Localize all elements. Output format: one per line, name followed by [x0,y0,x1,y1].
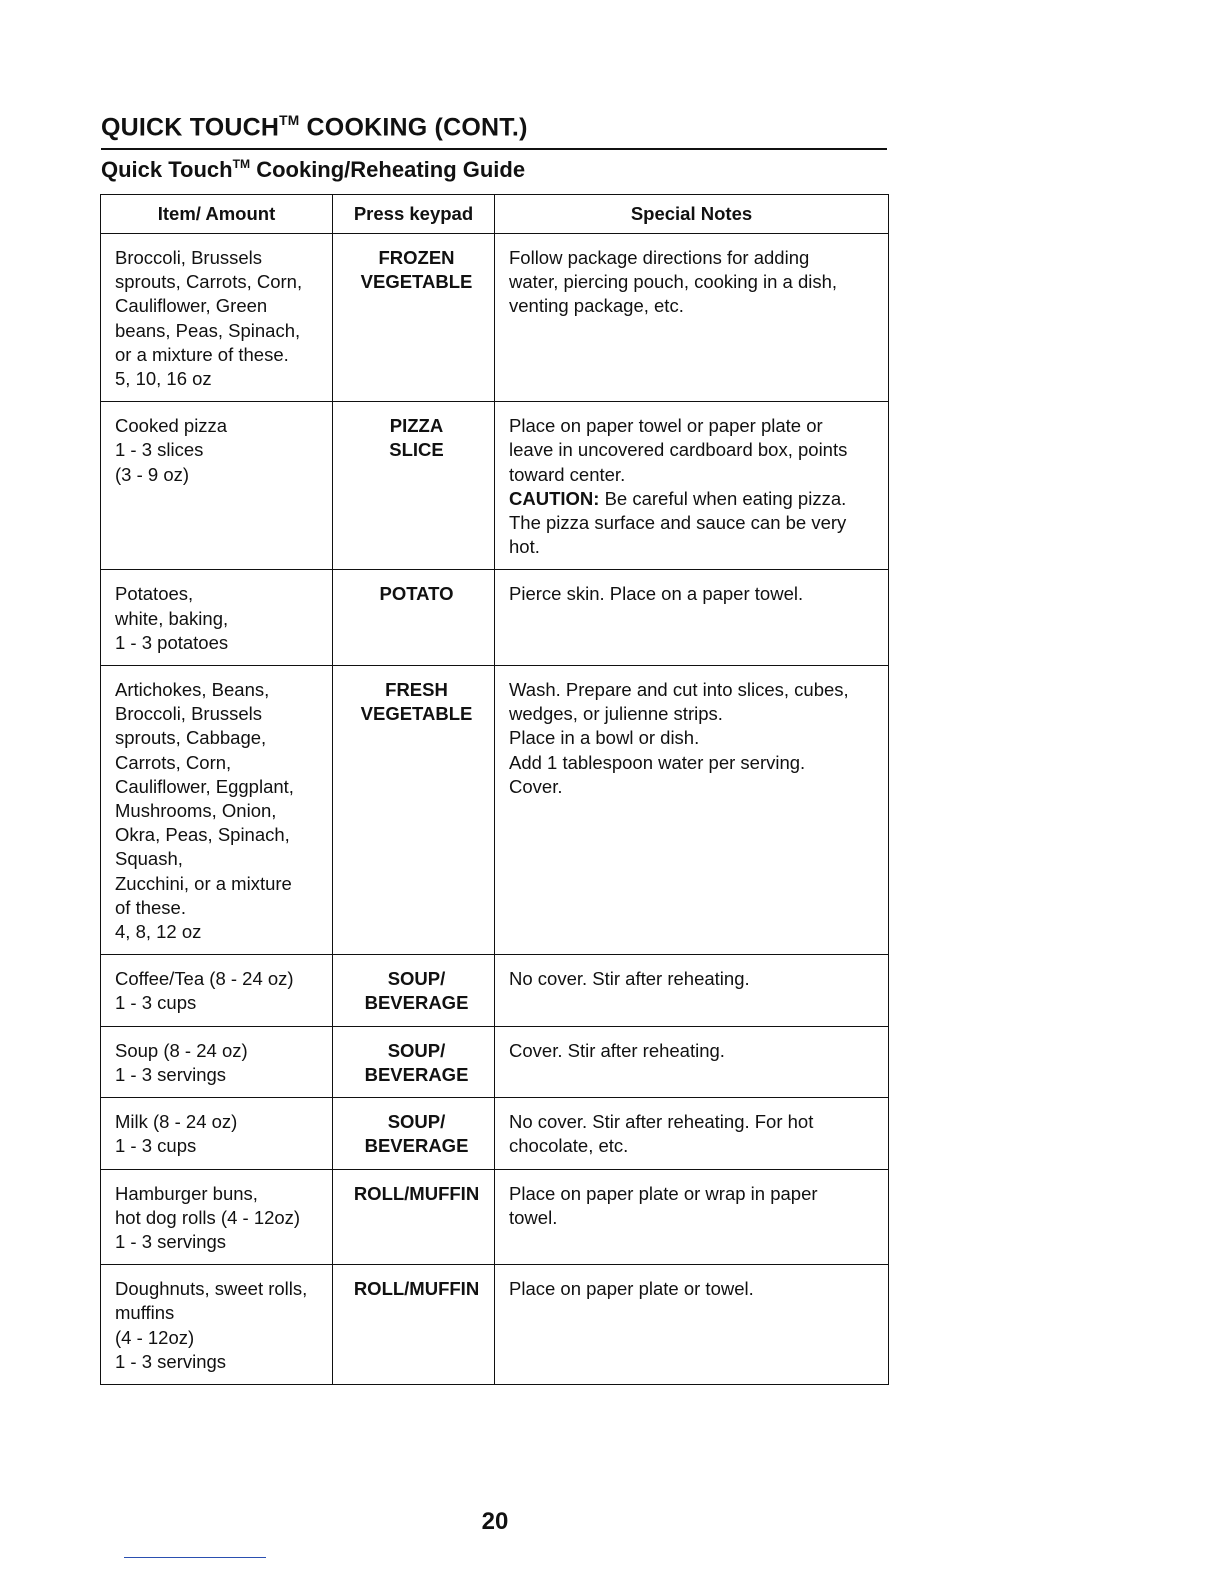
keypad-cell: PIZZA SLICE [333,402,495,570]
keypad-cell: FRESH VEGETABLE [333,666,495,955]
header-item-amount: Item/ Amount [101,195,333,234]
section-title-text: QUICK TOUCH [101,113,280,142]
item-amount-cell: Broccoli, Brussels sprouts, Carrots, Corn, Cauliflower, Green beans, Peas, Spinach, or a mixture of these. 5, 10, 16 oz [101,234,333,402]
item-amount-cell: Milk (8 - 24 oz) 1 - 3 cups [101,1098,333,1169]
page-number: 20 [481,1508,509,1535]
item-amount-cell: Soup (8 - 24 oz) 1 - 3 servings [101,1026,333,1097]
guide-title-text: Quick Touch [101,157,233,183]
table-row [101,1098,889,1169]
table-row [101,1169,889,1265]
keypad-cell: ROLL/MUFFIN [333,1169,495,1265]
table-row [101,666,889,955]
table-row [101,570,889,666]
notes-text: Follow package directions for adding water, piercing pouch, cooking in a dish, venting package, etc. [509,247,838,317]
table-row [101,402,889,570]
notes-cell [495,570,889,666]
item-amount-cell: Potatoes, white, baking, 1 - 3 potatoes [101,570,333,666]
table-row [101,1265,889,1385]
notes-text: Cover. Stir after reheating. [509,1039,725,1061]
notes-text: Wash. Prepare and cut into slices, cubes, wedges, or julienne strips. Place in a bowl or dish. Add 1 tablespoon water per serving. Cover. [509,679,849,797]
notes-cell [495,402,889,570]
item-amount-cell: Hamburger buns, hot dog rolls (4 - 12oz) 1 - 3 servings [101,1169,333,1265]
item-amount-cell: Doughnuts, sweet rolls, muffins (4 - 12oz) 1 - 3 servings [101,1265,333,1385]
notes-cell [495,1026,889,1097]
footer-divider [124,1557,266,1558]
keypad-cell: ROLL/MUFFIN [333,1265,495,1385]
keypad-cell: SOUP/ BEVERAGE [333,1098,495,1169]
keypad-cell: SOUP/ BEVERAGE [333,1026,495,1097]
notes-text: No cover. Stir after reheating. For hot chocolate, etc. [509,1111,814,1157]
table-row [101,1026,889,1097]
notes-cell [495,1265,889,1385]
guide-title-tm: TM [232,157,251,171]
item-amount-cell: Coffee/Tea (8 - 24 oz) 1 - 3 cups [101,955,333,1026]
notes-cell [495,1169,889,1265]
table-row [101,234,889,402]
item-amount-cell: Cooked pizza 1 - 3 slices (3 - 9 oz) [101,402,333,570]
item-amount-cell: Artichokes, Beans, Broccoli, Brussels sprouts, Cabbage, Carrots, Corn, Cauliflower, Eggplant, Mushrooms, Onion, Okra, Peas, Spinach, Squash, Zucchini, or a mixture of these. 4, 8, 12 oz [101,666,333,955]
guide-title-suffix: Cooking/Reheating Guide [250,157,526,183]
cooking-guide-table [100,194,889,1385]
keypad-cell: SOUP/ BEVERAGE [333,955,495,1026]
keypad-cell: FROZEN VEGETABLE [333,234,495,402]
section-title-suffix: COOKING (CONT.) [299,113,528,142]
caution-text: Be careful when eating pizza. The pizza surface and sauce can be very hot. [509,487,847,558]
section-title [101,113,887,150]
table-header-row [101,195,889,234]
notes-cell [495,234,889,402]
caution-label: CAUTION: [509,487,600,509]
notes-cell [495,666,889,955]
notes-cell [495,955,889,1026]
notes-text: Place on paper plate or towel. [509,1278,754,1300]
header-special-notes: Special Notes [495,195,889,234]
guide-title [101,157,525,183]
header-press-keypad: Press keypad [333,195,495,234]
notes-cell [495,1098,889,1169]
notes-text: Place on paper towel or paper plate or leave in uncovered cardboard box, points toward center. [509,415,848,485]
notes-text: No cover. Stir after reheating. [509,968,750,990]
notes-text: Place on paper plate or wrap in paper towel. [509,1182,818,1228]
keypad-cell: POTATO [333,570,495,666]
table-row [101,955,889,1026]
section-title-tm: TM [279,113,300,128]
notes-text: Pierce skin. Place on a paper towel. [509,583,804,605]
caution-note [509,487,880,560]
